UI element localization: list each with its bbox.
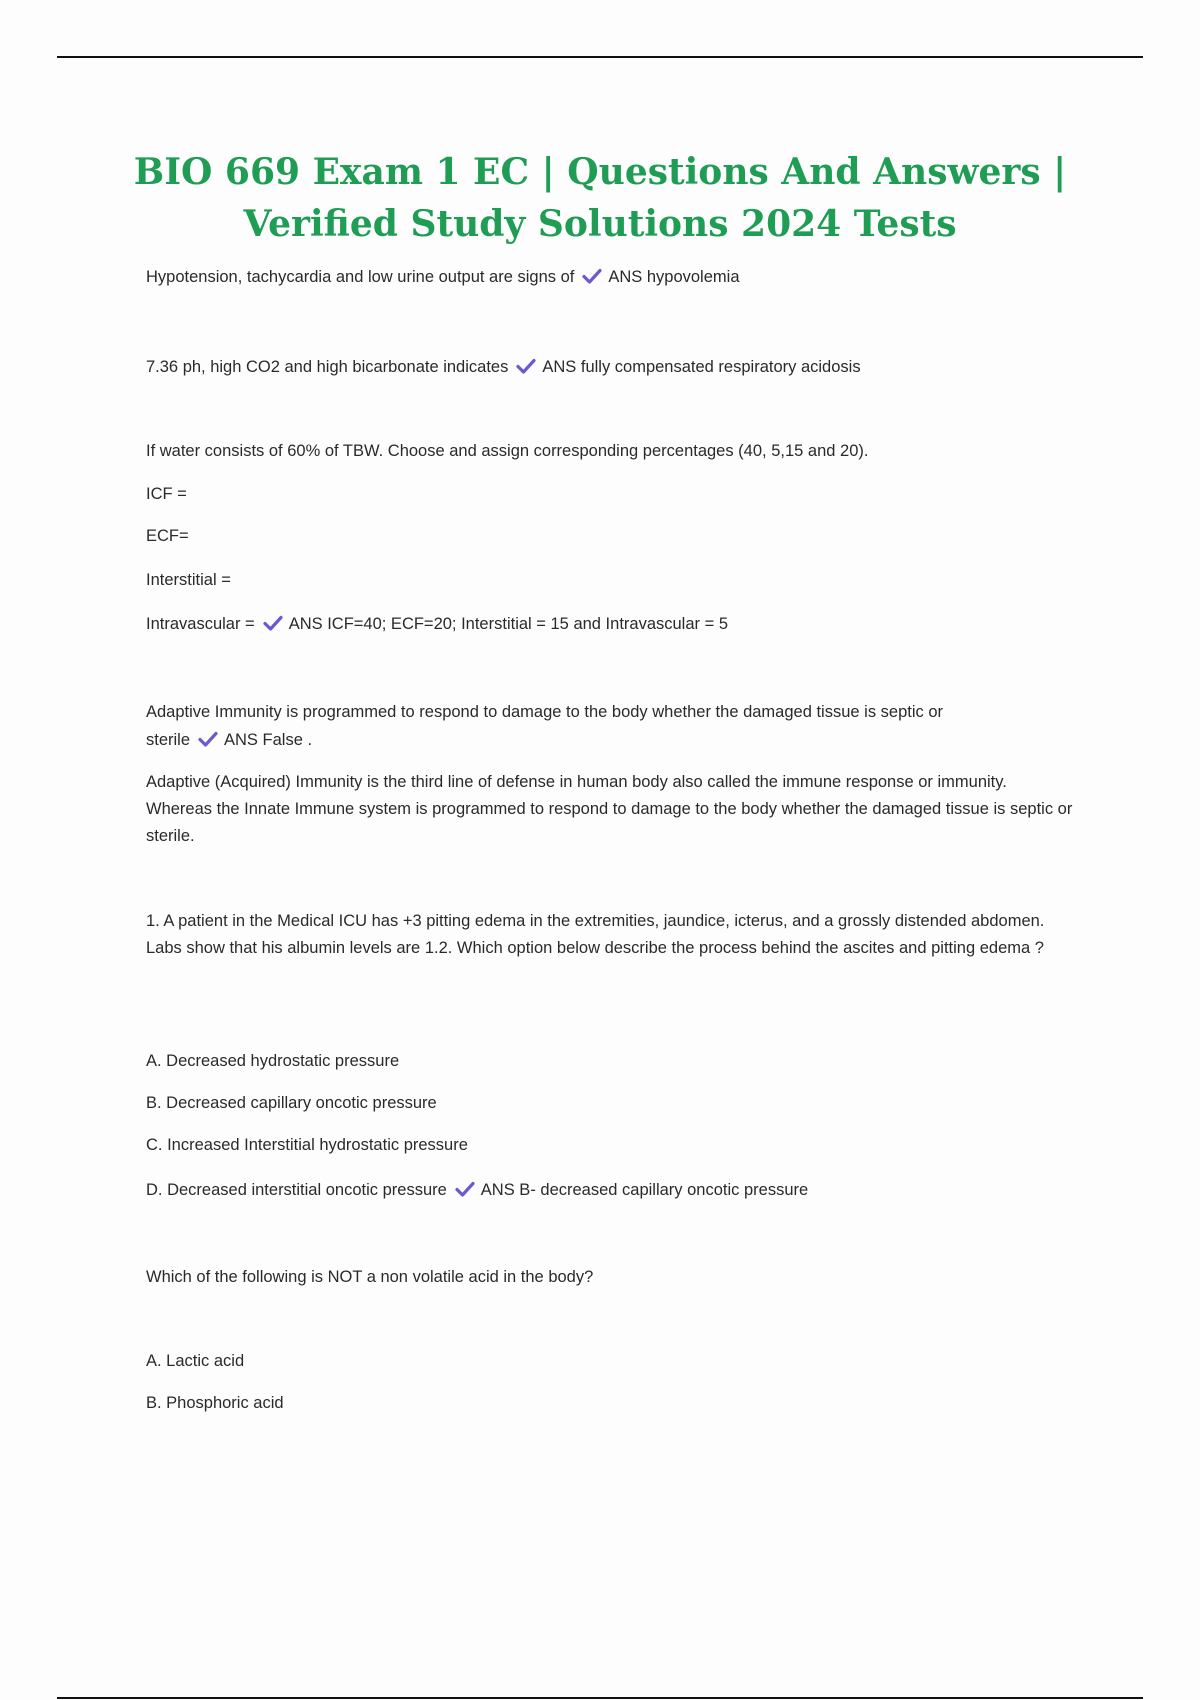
question-4-line-2: [146, 727, 1086, 754]
interstitial-label: Interstitial =: [146, 571, 231, 589]
question-3-intro: If water consists of 60% of TBW. Choose and assign corresponding percentages (40, 5,15 and 20).: [146, 442, 869, 460]
question-1-answer: ANS hypovolemia: [608, 268, 740, 286]
question-4-explanation: Adaptive (Acquired) Immunity is the third line of defense in human body also called the immune response or immunity. Whereas the Innate Immune system is programmed to respond to damage to the body whether the damaged tissue is septic or sterile.: [146, 773, 1073, 845]
question-4-answer: ANS False .: [224, 731, 313, 749]
intravascular-label: Intravascular =: [146, 615, 255, 633]
question-3-answer: ANS ICF=40; ECF=20; Interstitial = 15 and Intravascular = 5: [288, 615, 728, 633]
question-4-line-1: Adaptive Immunity is programmed to respond to damage to the body whether the damaged tissue is septic or: [146, 703, 944, 721]
question-1-text: Hypotension, tachycardia and low urine output are signs of: [146, 268, 575, 286]
question-3-answer-line: [146, 611, 1086, 638]
check-icon: [582, 268, 602, 284]
question-6-text: Which of the following is NOT a non volatile acid in the body?: [146, 1268, 594, 1286]
ecf-label: ECF=: [146, 527, 189, 545]
document-title: BIO 669 Exam 1 EC | Questions And Answers | Verified Study Solutions 2024 Tests: [133, 151, 1067, 245]
question-4-text-end: sterile: [146, 731, 191, 749]
check-icon: [455, 1181, 475, 1197]
check-icon: [263, 615, 283, 631]
question-2-text: 7.36 ph, high CO2 and high bicarbonate indicates: [146, 358, 509, 376]
bottom-rule: [57, 1697, 1143, 1699]
top-rule: [57, 56, 1143, 58]
question-5-answer-line: [146, 1177, 1086, 1204]
question-2-answer: ANS fully compensated respiratory acidosis: [542, 358, 861, 376]
question-5-answer: ANS B- decreased capillary oncotic pressure: [480, 1181, 809, 1199]
question-6-option-a: A. Lactic acid: [146, 1352, 245, 1370]
question-5-option-a: A. Decreased hydrostatic pressure: [146, 1052, 400, 1070]
question-6-option-b: B. Phosphoric acid: [146, 1394, 284, 1412]
question-5-option-b: B. Decreased capillary oncotic pressure: [146, 1094, 437, 1112]
icf-label: ICF =: [146, 485, 187, 503]
question-5-option-c: C. Increased Interstitial hydrostatic pressure: [146, 1136, 468, 1154]
check-icon: [198, 731, 218, 747]
question-1: [146, 264, 1086, 291]
question-2: [146, 354, 1086, 381]
check-icon: [516, 358, 536, 374]
question-5-option-d: D. Decreased interstitial oncotic pressure: [146, 1181, 447, 1199]
question-5-text: 1. A patient in the Medical ICU has +3 pitting edema in the extremities, jaundice, icterus, and a grossly distended abdomen. Labs show that his albumin levels are 1.2. Which option below describe the process behind the ascites and pitting edema ?: [146, 912, 1045, 957]
